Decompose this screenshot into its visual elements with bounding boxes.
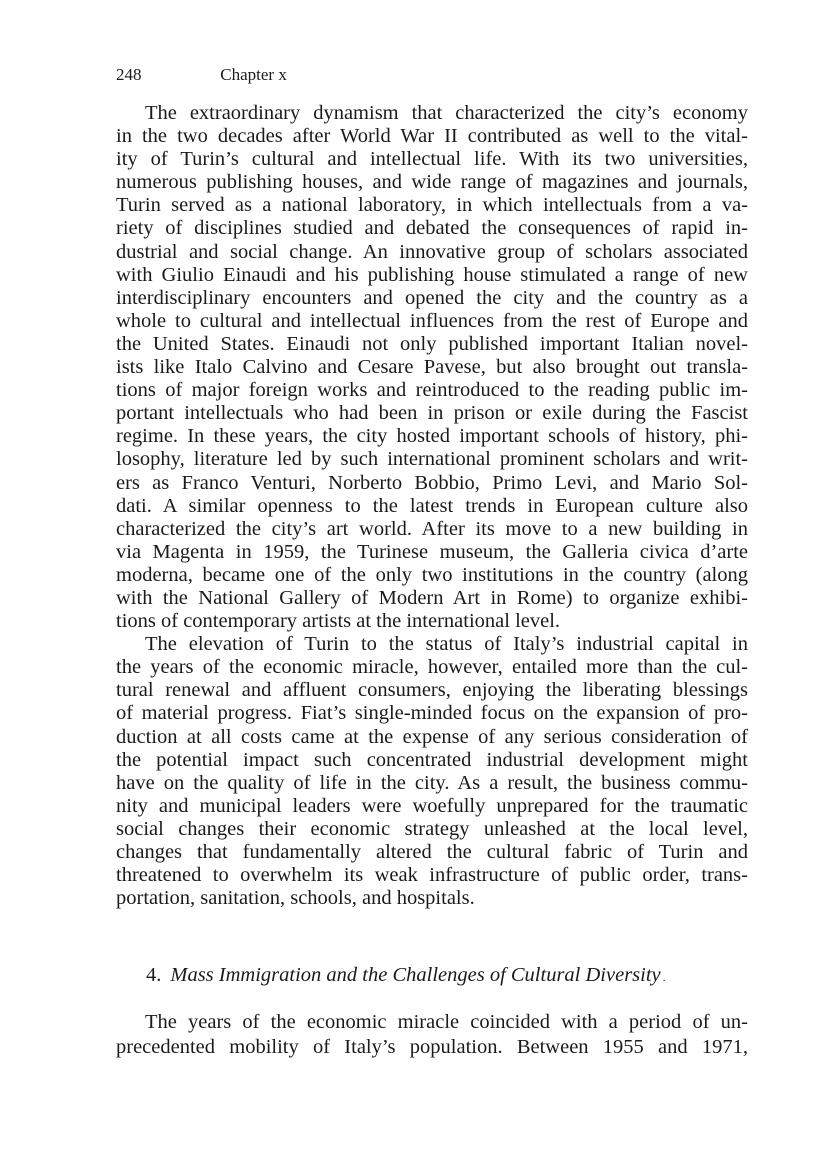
paragraph-line: social changes their economic strategy unleashed at the local level, [116, 817, 748, 840]
paragraph-line: tions of major foreign works and reintroduced to the reading public im- [116, 379, 748, 402]
paragraph-line: precedented mobility of Italy’s population. Between 1955 and 1971, [116, 1035, 748, 1058]
paragraph-line: nity and municipal leaders were woefully unprepared for the traumatic [116, 794, 748, 817]
paragraph-line: via Magenta in 1959, the Turinese museum, the Galleria civica d’arte [116, 540, 748, 563]
paragraph-line: threatened to overwhelm its weak infrastructure of public order, trans- [116, 864, 748, 887]
paragraph-line: numerous publishing houses, and wide range of magazines and journals, [116, 171, 748, 194]
chapter-label: Chapter x [220, 65, 287, 84]
paragraph-line: dustrial and social change. An innovative group of scholars associated [116, 240, 748, 263]
paragraph-line: with the National Gallery of Modern Art in Rome) to organize exhibi- [116, 586, 748, 609]
paragraph-line: in the two decades after World War II contributed as well to the vital- [116, 125, 748, 148]
paragraph-line: dati. A similar openness to the latest trends in European culture also [116, 494, 748, 517]
paragraph-line: regime. In these years, the city hosted important schools of history, phi- [116, 425, 748, 448]
paragraph-line: Turin served as a national laboratory, in which intellectuals from a va- [116, 194, 748, 217]
paragraph-line: the United States. Einaudi not only published important Italian novel- [116, 332, 748, 355]
paragraph-line: portation, sanitation, schools, and hospitals. [116, 887, 475, 910]
section-title: Mass Immigration and the Challenges of Cultural Diversity [170, 964, 661, 986]
page-number: 248 [116, 65, 142, 84]
paragraph-line: the years of the economic miracle, however, entailed more than the cul- [116, 656, 748, 679]
main-text-block [116, 102, 748, 910]
paragraph-line: ers as Franco Venturi, Norberto Bobbio, Primo Levi, and Mario Sol- [116, 471, 748, 494]
paragraph-line: losophy, literature led by such international prominent scholars and writ- [116, 448, 748, 471]
paragraph-line: have on the quality of life in the city. As a result, the business commu- [116, 771, 748, 794]
paragraph-line: The elevation of Turin to the status of Italy’s industrial capital in [145, 633, 748, 656]
paragraph-line: with Giulio Einaudi and his publishing house stimulated a range of new [116, 263, 748, 286]
paragraph-2 [116, 633, 748, 910]
paragraph-line: ity of Turin’s cultural and intellectual life. With its two universities, [116, 148, 748, 171]
paragraph-line: whole to cultural and intellectual influences from the rest of Europe and [116, 309, 748, 332]
paragraph-line: The years of the economic miracle coincided with a period of un- [145, 1011, 748, 1033]
paragraph-line: moderna, became one of the only two institutions in the country (along [116, 563, 748, 586]
paragraph-line: tural renewal and affluent consumers, enjoying the liberating blessings [116, 679, 748, 702]
paragraph-line: characterized the city’s art world. After its move to a new building in [116, 517, 748, 540]
paragraph-line: riety of disciplines studied and debated the consequences of rapid in- [116, 217, 748, 240]
section-trailing-mark: . [662, 970, 666, 984]
paragraph-line: duction at all costs came at the expense of any serious consideration of [116, 725, 748, 748]
paragraph-line: portant intellectuals who had been in prison or exile during the Fascist [116, 402, 748, 425]
paragraph-1 [116, 102, 748, 633]
section-number: 4. [146, 964, 162, 986]
running-head [116, 64, 287, 86]
paragraph-line: ists like Italo Calvino and Cesare Pavese, but also brought out transla- [116, 356, 748, 379]
paragraph-line: of material progress. Fiat’s single-minded focus on the expansion of pro- [116, 702, 748, 725]
section-heading [146, 962, 666, 990]
paragraph-3 [116, 1010, 748, 1059]
paragraph-line: changes that fundamentally altered the cultural fabric of Turin and [116, 841, 748, 863]
paragraph-line: tions of contemporary artists at the international level. [116, 610, 561, 633]
paragraph-line: the potential impact such concentrated industrial development might [116, 748, 748, 771]
paragraph-line: interdisciplinary encounters and opened the city and the country as a [116, 286, 748, 309]
paragraph-line: The extraordinary dynamism that characterized the city’s economy [145, 102, 748, 124]
